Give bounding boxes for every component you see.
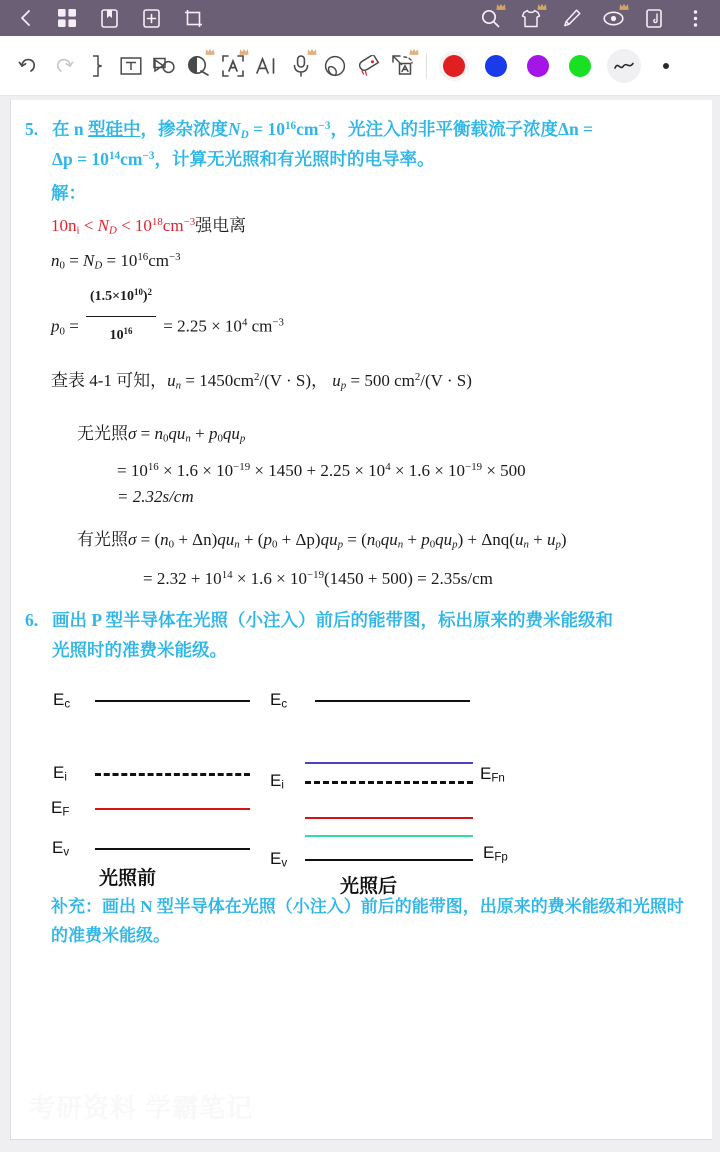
right-label-Ev: $E_v$ (270, 848, 288, 870)
right-level-EFn (305, 762, 473, 764)
step-light-sigma-result (143, 562, 698, 597)
left-label-Ei: $E_i$ (53, 762, 67, 784)
s6-exp: 16 (147, 461, 159, 474)
question-6-number: 6. (25, 609, 39, 630)
header-right-icons (479, 7, 706, 29)
step-dark-sigma (77, 417, 698, 452)
s8-qu4: qu (435, 530, 453, 550)
s8-h: ) + Δnq( (457, 530, 515, 550)
crown-badge-icon (307, 48, 317, 56)
right-label-EFn: $E_{Fn}$ (480, 763, 505, 785)
s4-d-exp: 2 (414, 371, 421, 384)
q5-exp: 16 (284, 119, 297, 132)
s8-qu3: qu (380, 530, 398, 550)
s3-eq: = (64, 316, 84, 336)
tag-icon[interactable] (352, 46, 386, 86)
s2-eq1: = (64, 251, 84, 271)
s6-c: × 1450 + 2.25 × 10 (250, 461, 386, 481)
s8-qu: qu (217, 530, 235, 550)
s6-d: × 1.6 × 10 (390, 461, 466, 481)
step-light-sigma (77, 523, 698, 558)
q5-seg-c: ，光注入的非平衡载流子浓度Δn = (330, 119, 594, 139)
s2-nd-sub: D (94, 259, 103, 272)
s2-unit: cm (148, 251, 169, 271)
stroke-size-icon[interactable] (663, 63, 669, 69)
back-icon[interactable] (14, 7, 36, 29)
question-6 (25, 605, 698, 665)
q5-eq: = 10 (248, 119, 285, 139)
q5-seg-underline: 型硅中 (87, 119, 141, 139)
s8-p0b: p (421, 530, 430, 550)
left-label-EF: $E_F$ (51, 797, 70, 819)
pen-stroke-icon[interactable] (607, 49, 641, 83)
s8-p0b-sub: 0 (429, 538, 436, 551)
crown-badge-icon (537, 3, 547, 11)
right-level-Ei (305, 781, 473, 784)
bookmark-icon[interactable] (98, 7, 120, 29)
s8-up2: u (546, 530, 556, 550)
s8-p0: p (263, 530, 272, 550)
s5-n0: n (154, 424, 163, 444)
microphone-icon[interactable] (284, 46, 318, 86)
s8-f: = ( (343, 530, 367, 550)
crown-badge-icon (619, 3, 629, 11)
grid-view-icon[interactable] (56, 7, 78, 29)
eraser-icon[interactable] (318, 46, 352, 86)
color-swatch-green[interactable] (569, 55, 591, 77)
question-5-text (52, 114, 698, 174)
step-dark-sigma-numbers (117, 458, 698, 484)
s1-c: < 10 (116, 216, 152, 236)
s8-n0b-sub: 0 (375, 538, 381, 551)
s8-n0: n (160, 530, 169, 550)
crown-badge-icon (205, 48, 215, 56)
question-6-text (52, 605, 698, 665)
document-viewport[interactable] (0, 96, 720, 1152)
q5-nd-sub: D (240, 128, 249, 141)
right-label-EFp: $E_{Fp}$ (483, 842, 508, 864)
toolbar-tools (12, 46, 420, 86)
s3-p0: p (51, 316, 60, 336)
text-box-icon[interactable] (114, 46, 148, 86)
s5-n0-sub: 0 (162, 432, 169, 445)
s3-p0-sub: 0 (59, 325, 65, 338)
s9-c: (1450 + 500) = 2.35s/cm (324, 568, 493, 588)
s2-eq2: = 10 (102, 251, 138, 271)
theme-shirt-icon[interactable] (520, 7, 542, 29)
s3-num-pow: 2 (147, 286, 152, 297)
s1-a: 10n (51, 216, 77, 236)
annotation-toolbar (0, 36, 720, 96)
highlight-icon[interactable] (182, 46, 216, 86)
s4-c: /(V · S)， (259, 371, 333, 391)
q6-line1: 画出 P 型半导体在光照（小注入）前后的能带图，标出原来的费米能级和 (52, 609, 613, 630)
s3-den: 10 (109, 328, 124, 344)
solution-label: 解： (51, 183, 86, 204)
s8-un2: u (514, 530, 524, 550)
ai-icon[interactable] (250, 46, 284, 86)
fraction-numerator (86, 279, 156, 316)
crown-badge-icon (239, 48, 249, 56)
right-label-Ec: $E_c$ (270, 689, 288, 711)
undo-icon[interactable] (12, 46, 46, 86)
q5-unit-exp: −3 (318, 119, 331, 132)
s8-c: + Δn) (174, 530, 218, 550)
right-level-Ec (315, 700, 470, 702)
shape-icon[interactable] (148, 46, 182, 86)
s4-d: = 500 cm (346, 371, 415, 391)
toolbar-colors (433, 49, 685, 83)
s8-un2-sub: n (523, 538, 529, 551)
s5-plus: + (190, 424, 209, 444)
s8-n0-sub: 0 (168, 538, 175, 551)
step-mobility (51, 364, 698, 399)
s5-sigma: σ (128, 424, 137, 444)
s8-a: 有光照 (77, 530, 128, 550)
s8-up-sub: p (337, 538, 344, 551)
s8-up2-sub: p (555, 538, 561, 551)
s4-up: u (332, 371, 341, 391)
s4-b: = 1450cm (181, 371, 254, 391)
s1-a-sub: i (76, 224, 80, 237)
s8-qu2: qu (320, 530, 338, 550)
s2-n0-sub: 0 (59, 259, 65, 272)
left-level-Ev (95, 848, 250, 850)
s3-res-unit: cm (247, 316, 273, 336)
crown-badge-icon (496, 3, 506, 11)
s1-tail: 强电离 (195, 216, 247, 236)
s8-d: + ( (239, 530, 264, 550)
s1-unit-exp: −3 (183, 216, 196, 229)
s9-exp: 14 (221, 568, 233, 581)
crop-icon[interactable] (182, 7, 204, 29)
s6-exp4: −19 (465, 461, 483, 474)
s5-b: = (136, 424, 155, 444)
s8-i: + (528, 530, 547, 550)
left-label-Ev: $E_v$ (52, 837, 70, 859)
color-swatch-purple[interactable] (527, 55, 549, 77)
s9-exp2: −19 (307, 568, 325, 581)
s3-den-exp: 16 (123, 326, 133, 337)
add-page-icon[interactable] (140, 7, 162, 29)
app-header (0, 0, 720, 36)
s3-res: = 2.25 × 10 (159, 316, 242, 336)
step-ionization (51, 209, 698, 244)
s5-qu: qu (168, 424, 186, 444)
header-left-icons (14, 7, 204, 29)
translate-icon[interactable] (386, 46, 420, 86)
s8-up-sub2: p (452, 538, 458, 551)
s4-b-exp: 2 (253, 371, 260, 384)
q5-line2: Δp = 10 (52, 149, 109, 170)
right-level-Ev (305, 859, 473, 861)
s5-up-sub: p (239, 432, 246, 445)
question-5 (25, 114, 698, 174)
q5-seg-a: 在 n (52, 119, 88, 139)
right-level-EFp (305, 835, 473, 837)
s5-un-sub: n (185, 432, 191, 445)
right-level-EF-red (305, 817, 473, 819)
color-swatch-blue[interactable] (485, 55, 507, 77)
s3-num: (1.5×10 (90, 288, 134, 304)
s6-a: = 10 (117, 461, 148, 481)
right-caption: 光照后 (340, 875, 398, 897)
search-icon[interactable] (479, 7, 501, 29)
step-n0 (51, 244, 698, 279)
q5-line2-tail: ，计算无光照和有光照时的电导率。 (154, 149, 435, 170)
s6-exp2: −19 (233, 461, 251, 474)
s2-n0: n (51, 251, 60, 271)
s9-b: × 1.6 × 10 (232, 568, 307, 588)
left-level-Ei (95, 773, 250, 776)
s5-p0-sub: 0 (217, 432, 223, 445)
s8-p0-sub: 0 (271, 538, 278, 551)
s5-p0: p (208, 424, 218, 444)
s1-unit: cm (162, 216, 184, 236)
s1-nd-sub: D (108, 224, 117, 237)
s8-sigma: σ (128, 530, 137, 550)
s8-b: = ( (136, 530, 161, 550)
s4-up-sub: p (340, 380, 347, 393)
s8-g: + (403, 530, 422, 550)
s1-b: < (79, 216, 98, 236)
fraction-denominator (86, 316, 156, 354)
s6-b: × 1.6 × 10 (158, 461, 234, 481)
step-p0 (51, 279, 698, 354)
s2-unit-exp: −3 (168, 251, 181, 264)
document-page (10, 100, 712, 1140)
s8-un-sub2: n (397, 538, 404, 551)
page-content (11, 100, 712, 950)
s9-a: = 2.32 + 10 (143, 568, 222, 588)
eye-icon[interactable] (602, 7, 624, 29)
s7: = 2.32s/cm (117, 486, 194, 506)
s1-exp: 18 (151, 216, 163, 229)
left-level-Ec (95, 700, 250, 702)
q5-line2-exp: 14 (108, 149, 121, 162)
more-options-icon[interactable] (684, 7, 706, 29)
left-level-EF (95, 808, 250, 810)
q6-line2: 光照时的准费米能级。 (52, 639, 227, 660)
pen-edit-icon[interactable] (561, 7, 583, 29)
crown-badge-icon (409, 48, 419, 56)
s4-un: u (167, 371, 176, 391)
q5-line2-unit-exp: −3 (142, 149, 155, 162)
s2-nd: N (83, 251, 95, 271)
s3-num-close: ) (142, 288, 148, 304)
supplementary-note: 补充：画出 N 型半导体在光照（小注入）前后的能带图，出原来的费米能级和光照时的准费米能级。 (51, 896, 684, 946)
question-5-number: 5. (25, 119, 39, 139)
q5-seg-b: ，掺杂浓度 (140, 119, 228, 139)
left-caption: 光照前 (99, 867, 157, 889)
s5-a: 无光照 (77, 424, 128, 444)
bracket-icon[interactable] (80, 46, 114, 86)
s4-a: 查表 4-1 可知， (51, 371, 168, 391)
q5-line2-unit: cm (120, 149, 143, 170)
energy-band-diagram (25, 671, 698, 897)
s8-n0b: n (366, 530, 376, 550)
s4-e: /(V · S) (420, 371, 472, 391)
s2-exp: 16 (137, 251, 149, 264)
s1-nd: N (97, 216, 109, 236)
q5-unit: cm (296, 119, 319, 139)
s5-qu2: qu (222, 424, 240, 444)
s6-e: × 500 (482, 461, 526, 481)
color-swatch-red[interactable] (443, 55, 465, 77)
redo-icon[interactable] (46, 46, 80, 86)
s6-exp3: 4 (385, 461, 391, 474)
s8-un-sub: n (234, 538, 240, 551)
q5-nd: N (227, 119, 241, 139)
page-mode-icon[interactable] (643, 7, 665, 29)
s3-res-unit-exp: −3 (272, 316, 284, 329)
ocr-text-icon[interactable] (216, 46, 250, 86)
s8-e: + Δp) (277, 530, 321, 550)
toolbar-divider (426, 53, 427, 79)
left-label-Ec: $E_c$ (53, 689, 71, 711)
page-watermark: 考研资料 学霸笔记 (29, 1093, 254, 1123)
step-dark-sigma-result (117, 484, 698, 510)
s3-num-exp: 10 (133, 286, 143, 297)
s4-un-sub: n (175, 380, 182, 393)
s3-res-exp: 4 (241, 316, 248, 329)
right-label-Ei: $E_i$ (270, 770, 284, 792)
p0-fraction (86, 279, 156, 354)
s8-j: ) (560, 530, 567, 550)
